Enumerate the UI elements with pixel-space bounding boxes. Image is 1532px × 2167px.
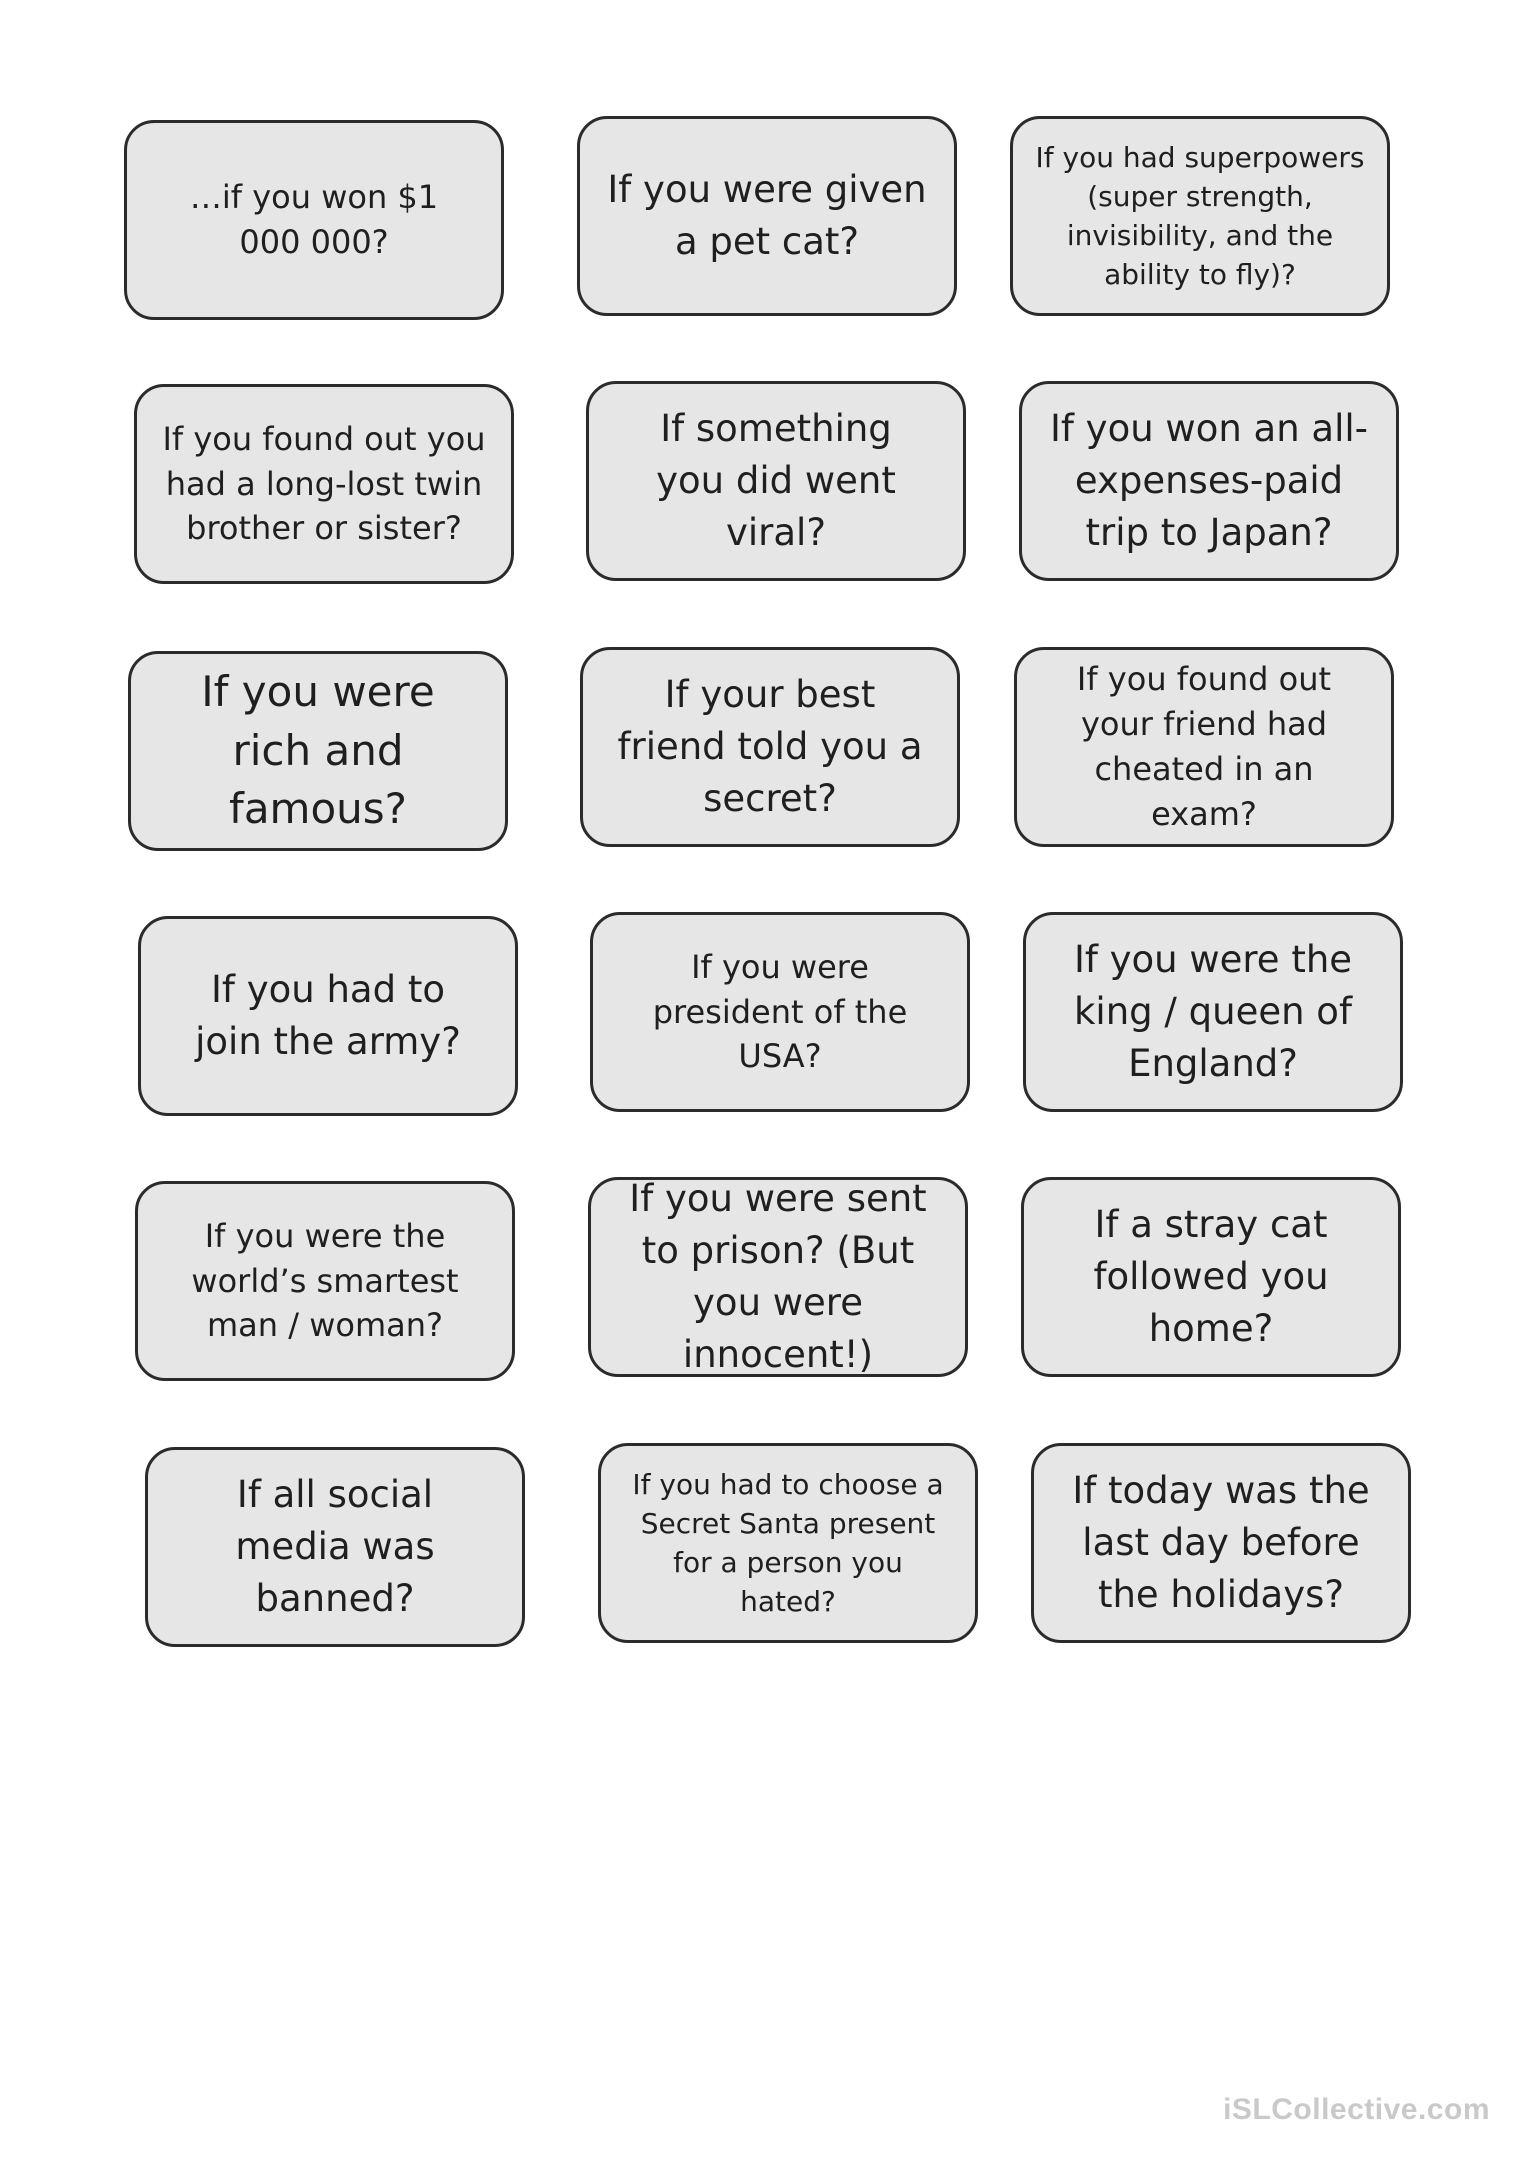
card-text: If today was the last day before the holidays? bbox=[1072, 1469, 1370, 1616]
card-text: If you found out you had a long-lost twin brother or sister? bbox=[162, 419, 486, 548]
card-text: If you were sent to prison? (But you were innocent!) bbox=[629, 1177, 927, 1376]
card-text: If you won an all-expenses-paid trip to Japan? bbox=[1049, 407, 1369, 554]
question-card-prison[interactable] bbox=[588, 1177, 968, 1377]
card-text: If you were the world’s smartest man / woman? bbox=[191, 1216, 459, 1345]
question-card-cheated-exam[interactable] bbox=[1014, 647, 1394, 847]
question-card-won-million[interactable] bbox=[124, 120, 504, 320]
question-card-japan-trip[interactable] bbox=[1019, 381, 1399, 581]
question-card-president-usa[interactable] bbox=[590, 912, 970, 1112]
card-text: If you had to choose a Secret Santa present for a person you hated? bbox=[632, 1467, 944, 1619]
card-text: …if you won $1 000 000? bbox=[189, 178, 439, 261]
card-text: If you were president of the USA? bbox=[652, 947, 908, 1076]
question-card-smartest[interactable] bbox=[135, 1181, 515, 1381]
question-card-king-queen[interactable] bbox=[1023, 912, 1403, 1112]
card-text: If you had to join the army? bbox=[195, 968, 461, 1063]
question-card-went-viral[interactable] bbox=[586, 381, 966, 581]
card-text: If a stray cat followed you home? bbox=[1093, 1203, 1329, 1350]
card-text: If your best friend told you a secret? bbox=[617, 673, 923, 820]
card-text: If you found out your friend had cheated in an exam? bbox=[1076, 660, 1332, 833]
question-card-secret-santa[interactable] bbox=[598, 1443, 978, 1643]
question-card-holidays[interactable] bbox=[1031, 1443, 1411, 1643]
question-card-social-media[interactable] bbox=[145, 1447, 525, 1647]
question-card-rich-famous[interactable] bbox=[128, 651, 508, 851]
question-card-superpowers[interactable] bbox=[1010, 116, 1390, 316]
card-text: If you were given a pet cat? bbox=[607, 168, 927, 263]
card-text: If you were the king / queen of England? bbox=[1073, 938, 1353, 1085]
card-text: If you had superpowers (super strength, invisibility, and the ability to fly)? bbox=[1035, 140, 1365, 292]
card-text: If all social media was banned? bbox=[235, 1473, 435, 1620]
question-card-twin[interactable] bbox=[134, 384, 514, 584]
question-card-stray-cat[interactable] bbox=[1021, 1177, 1401, 1377]
watermark-text: iSLCollective.com bbox=[1223, 2093, 1490, 2126]
question-card-pet-cat[interactable] bbox=[577, 116, 957, 316]
question-card-join-army[interactable] bbox=[138, 916, 518, 1116]
card-text: If something you did went viral? bbox=[656, 407, 896, 554]
card-text: If you were rich and famous? bbox=[201, 666, 435, 834]
question-card-best-friend-secret[interactable] bbox=[580, 647, 960, 847]
